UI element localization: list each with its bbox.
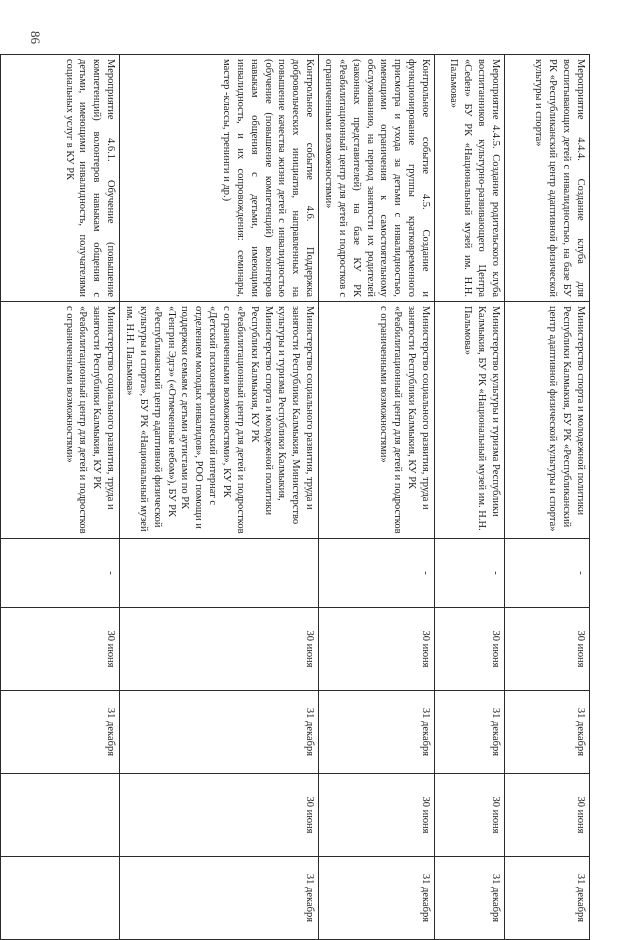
table-row xyxy=(1,55,120,940)
start-plan-cell: 30 июня xyxy=(120,608,319,691)
table-row xyxy=(319,55,435,940)
end-plan-cell: 31 декабря xyxy=(319,691,435,774)
event-cell: Мероприятие 4.4.4. Создание клуба для воспитывающих детей с инвалидностью, на базе БУ РК «Республиканский центр адаптивной физической культуры и спорта» xyxy=(505,55,590,302)
executors-cell: Министерство социального развития, труда и занятости Республики Калмыкия, КУ РК «Реабилитационный центр для детей и подростков с ограниченными возможностями» xyxy=(319,302,435,539)
start-fact-cell xyxy=(1,774,120,857)
table-row xyxy=(120,55,319,940)
start-plan-cell: 30 июня xyxy=(1,608,120,691)
page-number: 86 xyxy=(28,31,43,44)
start-plan-cell: 30 июня xyxy=(505,608,590,691)
start-fact-cell: 30 июня xyxy=(435,774,505,857)
executors-cell: Министерство социального развития, труда и занятости Республики Калмыкия, Министерство культуры и туризма Республики Калмыкия, Министерство спорта и молодежной политики Республики Калмыкия, КУ РК «Реабилитационный центр для детей и подростков с ограниченными возможностями», КУ РК «Детский психоневрологический интернат с отделением молодых инвалидов», РОО помощи и поддержки семьям с детьми аутистами по РК «Тенгрин Эдгэ» («Отмеченные небом»), БУ РК «Республиканский центр адаптивной физической культуры и спорта», БУ РК «Национальный музей им. Н.Н. Пальмова» xyxy=(120,302,319,539)
executors-cell: Министерство социального развития, труда и занятости Республики Калмыкия, КУ РК «Реабилитационный центр для детей и подростков с ограниченными возможностями» xyxy=(1,302,120,539)
event-cell: Мероприятие 4.4.5. Создание родительского клуба воспитанников культурно-развивающего Центра «Сеdeн» БУ РК «Национальный музей им. Н.Н. Пальмова» xyxy=(435,55,505,302)
executors-cell: Министерство культуры и туризма Республики Калмыкия, БУ РК «Национальный музей им. Н.Н. Пальмова» xyxy=(435,302,505,539)
event-cell: Контрольное событие 4.5. Создание и функционирование группы кратковременного присмотра и ухода за детьми с инвалидностью, имеющими ограничения к самостоятельному обслуживанию, на период занятости их родителей (законных представителей) на базе КУ РК «Реабилитационный центр для детей и подростков с ограниченными возможностями» xyxy=(319,55,435,302)
start-plan-cell: 30 июня xyxy=(435,608,505,691)
result-cell: - xyxy=(435,539,505,608)
start-plan-cell: 30 июня xyxy=(319,608,435,691)
end-fact-cell xyxy=(1,857,120,940)
end-plan-cell: 31 декабря xyxy=(505,691,590,774)
end-plan-cell: 31 декабря xyxy=(435,691,505,774)
executors-cell: Министерство спорта и молодежной политики Республики Калмыкия, БУ РК «Республиканский центр адаптивной физической культуры и спорта» xyxy=(505,302,590,539)
table-row xyxy=(505,55,590,940)
end-fact-cell: 31 декабря xyxy=(505,857,590,940)
start-fact-cell: 30 июня xyxy=(120,774,319,857)
table-row xyxy=(435,55,505,940)
start-fact-cell: 30 июня xyxy=(319,774,435,857)
result-cell: - xyxy=(1,539,120,608)
result-cell xyxy=(120,539,319,608)
event-cell: Контрольное событие 4.6. Поддержка добровольческих инициатив, направленных на повышение качества жизни детей с инвалидностью (обучение (повышение компетенций) волонтеров навыкам общения с детьми, имеющими инвалидность, и их сопровождения: семинары, мастер -классы, тренинги и др.) xyxy=(120,55,319,302)
end-plan-cell: 31 декабря xyxy=(120,691,319,774)
end-fact-cell: 31 декабря xyxy=(120,857,319,940)
result-cell: - xyxy=(505,539,590,608)
end-fact-cell: 31 декабря xyxy=(435,857,505,940)
event-cell: Мероприятие 4.6.1. Обучение (повышение компетенций) волонтеров навыкам общения с детьми, имеющими инвалидность, получателями социальных услуг в КУ РК xyxy=(1,55,120,302)
result-cell: - xyxy=(319,539,435,608)
action-plan-table xyxy=(0,54,590,940)
end-fact-cell: 31 декабря xyxy=(319,857,435,940)
start-fact-cell: 30 июня xyxy=(505,774,590,857)
end-plan-cell: 31 декабря xyxy=(1,691,120,774)
